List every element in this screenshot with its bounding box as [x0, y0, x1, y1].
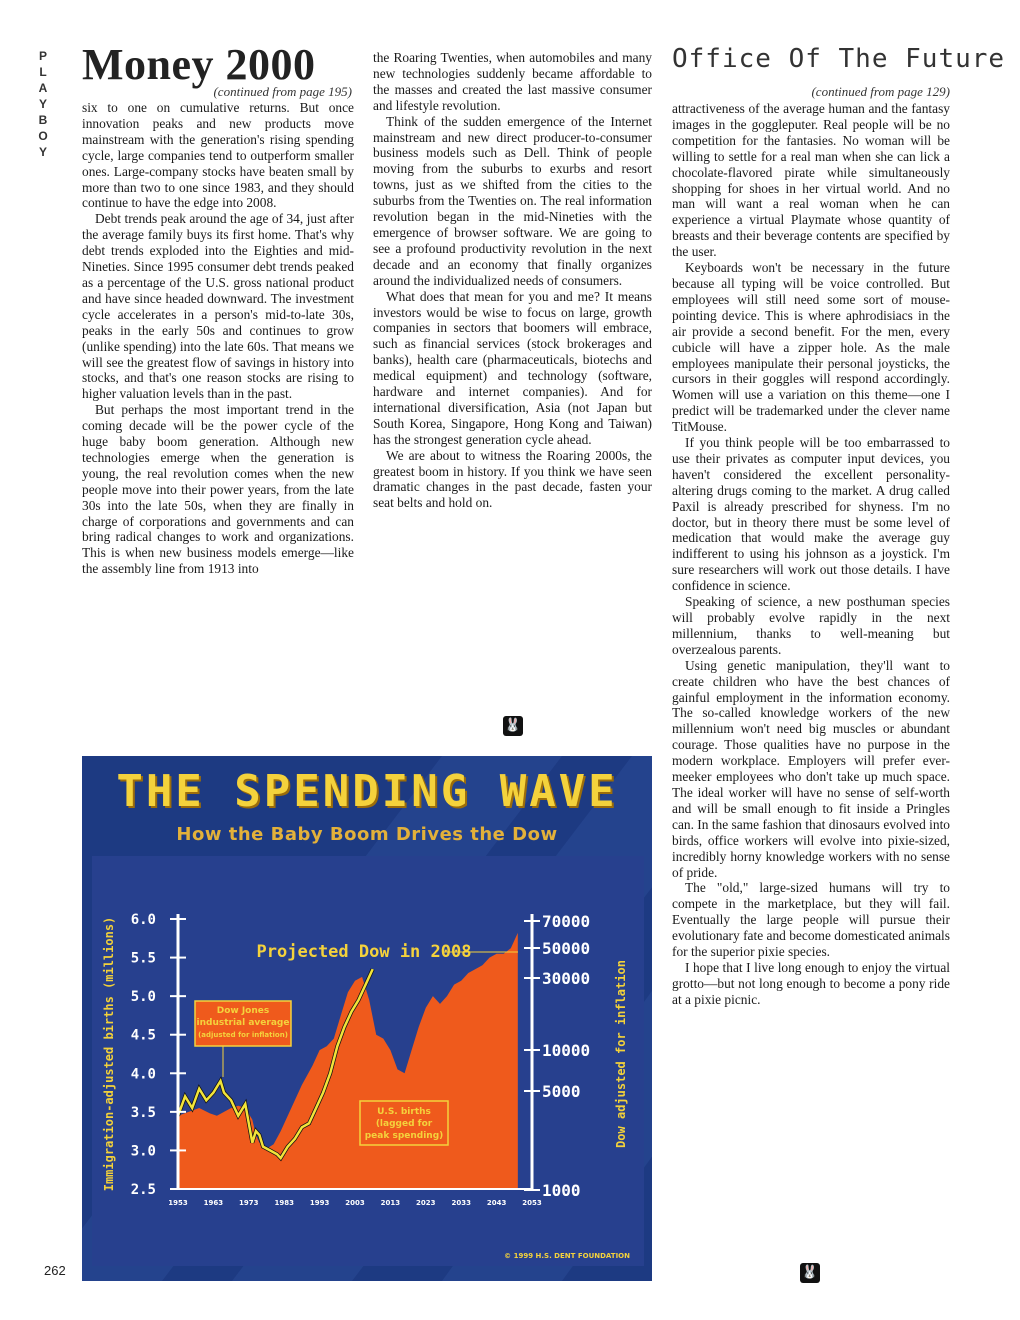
births-callout-line: (lagged for — [375, 1119, 433, 1129]
y-left-tick-label: 5.0 — [130, 989, 156, 1006]
x-tick-label: 1973 — [239, 1199, 259, 1207]
paragraph: What does that mean for you and me? It means investors would be wise to focus on large, growth companies in sectors that boomers will embrace, such as financial services (stock brokerages and banks), health care (pharmaceuticals, biotechs and medical equipment) and technology (software, hardware and internet companies). And for international diversification, Asia (not Japan but South Korea, Singapore, Hong Kong and Taiwan) has the strongest generation cycle ahead. — [373, 288, 652, 447]
page-number: 262 — [44, 1263, 66, 1278]
y-right-tick-label: 30000 — [542, 969, 591, 988]
y-right-tick-label: 5000 — [542, 1082, 581, 1101]
y-right-tick-label: 50000 — [542, 939, 591, 958]
paragraph: The "old," large-sized humans will try to compete in the marketplace, but they will fail. Eventually the large people will pursue their evolutionary fate and become domesticated animals for the superior pixie species. — [672, 880, 950, 960]
article-column-3 — [672, 101, 950, 1008]
y-left-tick-label: 3.5 — [130, 1104, 156, 1121]
y-left-tick-label: 5.5 — [130, 950, 156, 967]
y-right-tick-label: 70000 — [542, 912, 591, 931]
rabbit-head-icon: 🐰 — [800, 1263, 820, 1283]
article-title: Money 2000 — [82, 40, 316, 89]
paragraph: Speaking of science, a new posthuman species will probably evolve rapidly in the next millennium, thanks to well-meaning but overzealous parents. — [672, 594, 950, 657]
side-letter: Y — [38, 145, 47, 159]
x-tick-label: 2053 — [522, 1199, 542, 1207]
x-tick-label: 2023 — [416, 1199, 436, 1207]
chart-copyright: © 1999 H.S. DENT FOUNDATION — [504, 1252, 630, 1260]
side-letter: P — [38, 49, 47, 63]
y-right-tick-label: 1000 — [542, 1181, 581, 1200]
y-left-tick-label: 4.5 — [130, 1027, 156, 1044]
side-letter: A — [38, 81, 48, 95]
paragraph: the Roaring Twenties, when automobiles and many new technologies suddenly became affordable to the masses and created the last massive consumer and lifestyle revolution. — [373, 50, 652, 113]
y-left-axis-label: Immigration-adjusted births (millions) — [102, 916, 116, 1192]
paragraph: Using genetic manipulation, they'll want to create children who have the best chances of gainful employment in the information economy. The so-called knowledge workers of the new millennium won't need big muscles or abundant courage. Those qualities have no purpose in the modern workplace. Employers will prefer ever-meeker employees who don't take up much space. The ideal worker will have no sense of self-worth and will be small enough to fit inside a Pringles can. In the same fashion that dinosaurs evolved into birds, office workers will evolve into pixie-sized, incredibly horny knowledge workers with no sense of pride. — [672, 657, 950, 880]
x-tick-label: 1963 — [203, 1199, 224, 1207]
x-tick-label: 2043 — [486, 1199, 507, 1207]
side-letter: B — [38, 113, 48, 127]
chart-title: THE SPENDING WAVE — [116, 766, 618, 817]
paragraph: Debt trends peak around the age of 34, just after the average family buys its first home. That's why debt trends exploded into the Eighties and mid-Nineties. Since 1995 consumer debt trends peaked as a percentage of the U.S. gross national product and have since headed downward. The investment cycle accelerates in a person's mid-to-late 30s, peaks in the early 50s and continues to grow (unlike spending) into the late 60s. That means we will see the greatest flow of savings in history into stocks, and that's one reason stocks are rising to higher valuation levels than in the past. — [82, 211, 354, 402]
article-title-2: Office Of The Future — [672, 44, 1006, 74]
dow-callout-line: Dow Jones — [216, 1006, 270, 1016]
x-tick-label: 2033 — [451, 1199, 471, 1207]
x-tick-label: 1953 — [168, 1199, 188, 1207]
paragraph: If you think people will be too embarrassed to use their privates as computer input devices, you haven't considered the excellent personality-altering drugs coming to the market. A drug called Paxil is already prescribed for shyness. I'm no doctor, but in theory there must be some level of medication that would make the average guy indifferent to using his johnson as a joystick. I'm sure researchers will work out those details. I have confidence in science. — [672, 435, 950, 594]
y-left-tick-label: 4.0 — [130, 1066, 156, 1083]
x-tick-label: 1993 — [309, 1199, 330, 1207]
x-tick-label: 1983 — [274, 1199, 294, 1207]
side-letter: L — [39, 65, 47, 79]
article-column-2 — [373, 50, 652, 511]
spending-wave-chart — [82, 756, 652, 1281]
dow-callout-line: (adjusted for inflation) — [198, 1031, 288, 1039]
rabbit-head-icon: 🐰 — [503, 716, 523, 736]
article-column-1 — [82, 100, 354, 577]
continued-note-2: (continued from page 129) — [811, 84, 950, 99]
births-callout-line: peak spending) — [364, 1131, 444, 1141]
y-left-tick-label: 3.0 — [130, 1143, 156, 1160]
paragraph: Think of the sudden emergence of the Internet mainstream and new direct producer-to-consumer business models such as Dell. Think of people moving from the suburbs to exurbs and resort towns, just as we shifted from the cities to the suburbs from the Twenties on. The real information revolution began in the mid-Nineties with the emergence of browser software. We are going to see a profound productivity revolution in the next decade and an economy that finally organizes around the individualized needs of consumers. — [373, 113, 652, 288]
chart-subtitle: How the Baby Boom Drives the Dow — [176, 824, 558, 845]
paragraph: But perhaps the most important trend in the coming decade will be the power cycle of the huge baby boom generation. Although new technologies emerge when the generation is young, the real revolution comes when the new people move into their power years, from the late 30s into the late 50s, when they are finally in charge of corporations and governments and can bring radical changes to work and organizations. This is when new business models emerge—like the assembly line from 1913 into — [82, 402, 354, 577]
births-callout-line: U.S. births — [377, 1107, 431, 1117]
y-right-tick-label: 10000 — [542, 1041, 591, 1060]
side-letter: Y — [38, 97, 47, 111]
y-left-tick-label: 2.5 — [130, 1182, 156, 1198]
x-tick-label: 2003 — [345, 1199, 365, 1207]
paragraph: attractiveness of the average human and the fantasy images in the goggleputer. Real people will be no competition for the fantasies. No woman will be willing to settle for a real man when she can lick a chocolate-flavored pirate while simultaneously shopping for shoes in her virtual world. And no man will want a real woman when he can experience a virtual Playmate whose quantity of breasts and their beverage contents are specified by the user. — [672, 101, 950, 260]
y-left-tick-label: 6.0 — [130, 912, 156, 928]
paragraph: six to one on cumulative returns. But once innovation peaks and new products move mainstream with the generation's rising spending cycle, large companies tend to outperform smaller ones. Large-company stocks have beaten small by more than two to one since 1983, and they should continue to have the edge into 2008. — [82, 100, 354, 211]
dow-callout-line: industrial average — [196, 1018, 290, 1028]
x-tick-label: 2013 — [380, 1199, 401, 1207]
y-right-axis-label: Dow adjusted for inflation — [614, 960, 628, 1148]
paragraph: Keyboards won't be necessary in the future because all typing will be voice controlled. But employees will still need some sort of mouse-pointing device. This is where aphrodisiacs in the air provide a second benefit. For the men, every cubicle will have a zipper hole. As the male employees manipulate their personal joysticks, the cursors in their goggles will respond accordingly. Women will use a variation on this theme—one I predict will be trademarked under the clever name TitMouse. — [672, 260, 950, 435]
continued-note: (continued from page 195) — [213, 84, 352, 99]
paragraph: I hope that I live long enough to enjoy the virtual grotto—but not long enough to become a pony ride at a pixie picnic. — [672, 959, 950, 1007]
paragraph: We are about to witness the Roaring 2000s, the greatest boom in history. If you think we have seen dramatic changes in the past decade, fasten your seat belts and hold on. — [373, 447, 652, 511]
side-letter: O — [38, 129, 48, 143]
projected-dow-label: Projected Dow in 2008 — [256, 942, 472, 962]
magazine-side-label — [33, 48, 53, 160]
